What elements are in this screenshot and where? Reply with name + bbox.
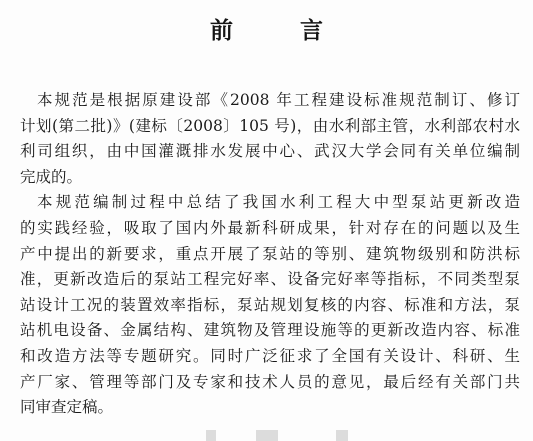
paragraph-1-line-4: 完成的。 [20, 167, 83, 186]
paragraph-2-line-9: 同审查定稿。 [20, 398, 114, 417]
paragraph-2-line-2: 的实践经验，吸取了国内外最新科研成果，针对存在的问题以及生 [20, 218, 520, 237]
scan-artifact [256, 430, 278, 441]
scan-artifact [336, 430, 348, 441]
paragraph-2-line-8: 产厂家、管理等部门及专家和技术人员的意见，最后经有关部门共 [20, 372, 520, 391]
paragraph-2-line-7: 和改造方法等专题研究。同时广泛征求了全国有关设计、科研、生 [20, 346, 520, 365]
scan-artifact [206, 430, 216, 441]
body-text [20, 88, 520, 421]
paragraph-1-line-3: 利司组织，由中国灌溉排水发展中心、武汉大学会同有关单位编制 [20, 142, 520, 161]
paragraph-2-line-3: 产中提出的新要求，重点开展了泵站的等别、建筑物级别和防洪标 [20, 244, 520, 263]
paragraph-2-line-1: 本规范编制过程中总结了我国水利工程大中型泵站更新改造 [37, 193, 520, 212]
paragraph-1-line-1: 本规范是根据原建设部《2008 年工程建设标准规范制订、修订 [37, 91, 520, 109]
paragraph-1-line-2: 计划(第二批)》(建标〔2008〕105 号)，由水利部主管，水利部农村水 [20, 116, 520, 135]
page-title: 前 言 [210, 18, 345, 44]
paragraph-2-line-4: 准，更新改造后的泵站工程完好率、设备完好率等指标，不同类型泵 [20, 270, 520, 289]
paragraph-2-line-6: 站机电设备、金属结构、建筑物及管理设施等的更新改造内容、标准 [20, 321, 520, 340]
paragraph-2-line-5: 站设计工况的装置效率指标，泵站规划复核的内容、标准和方法，泵 [20, 295, 520, 314]
